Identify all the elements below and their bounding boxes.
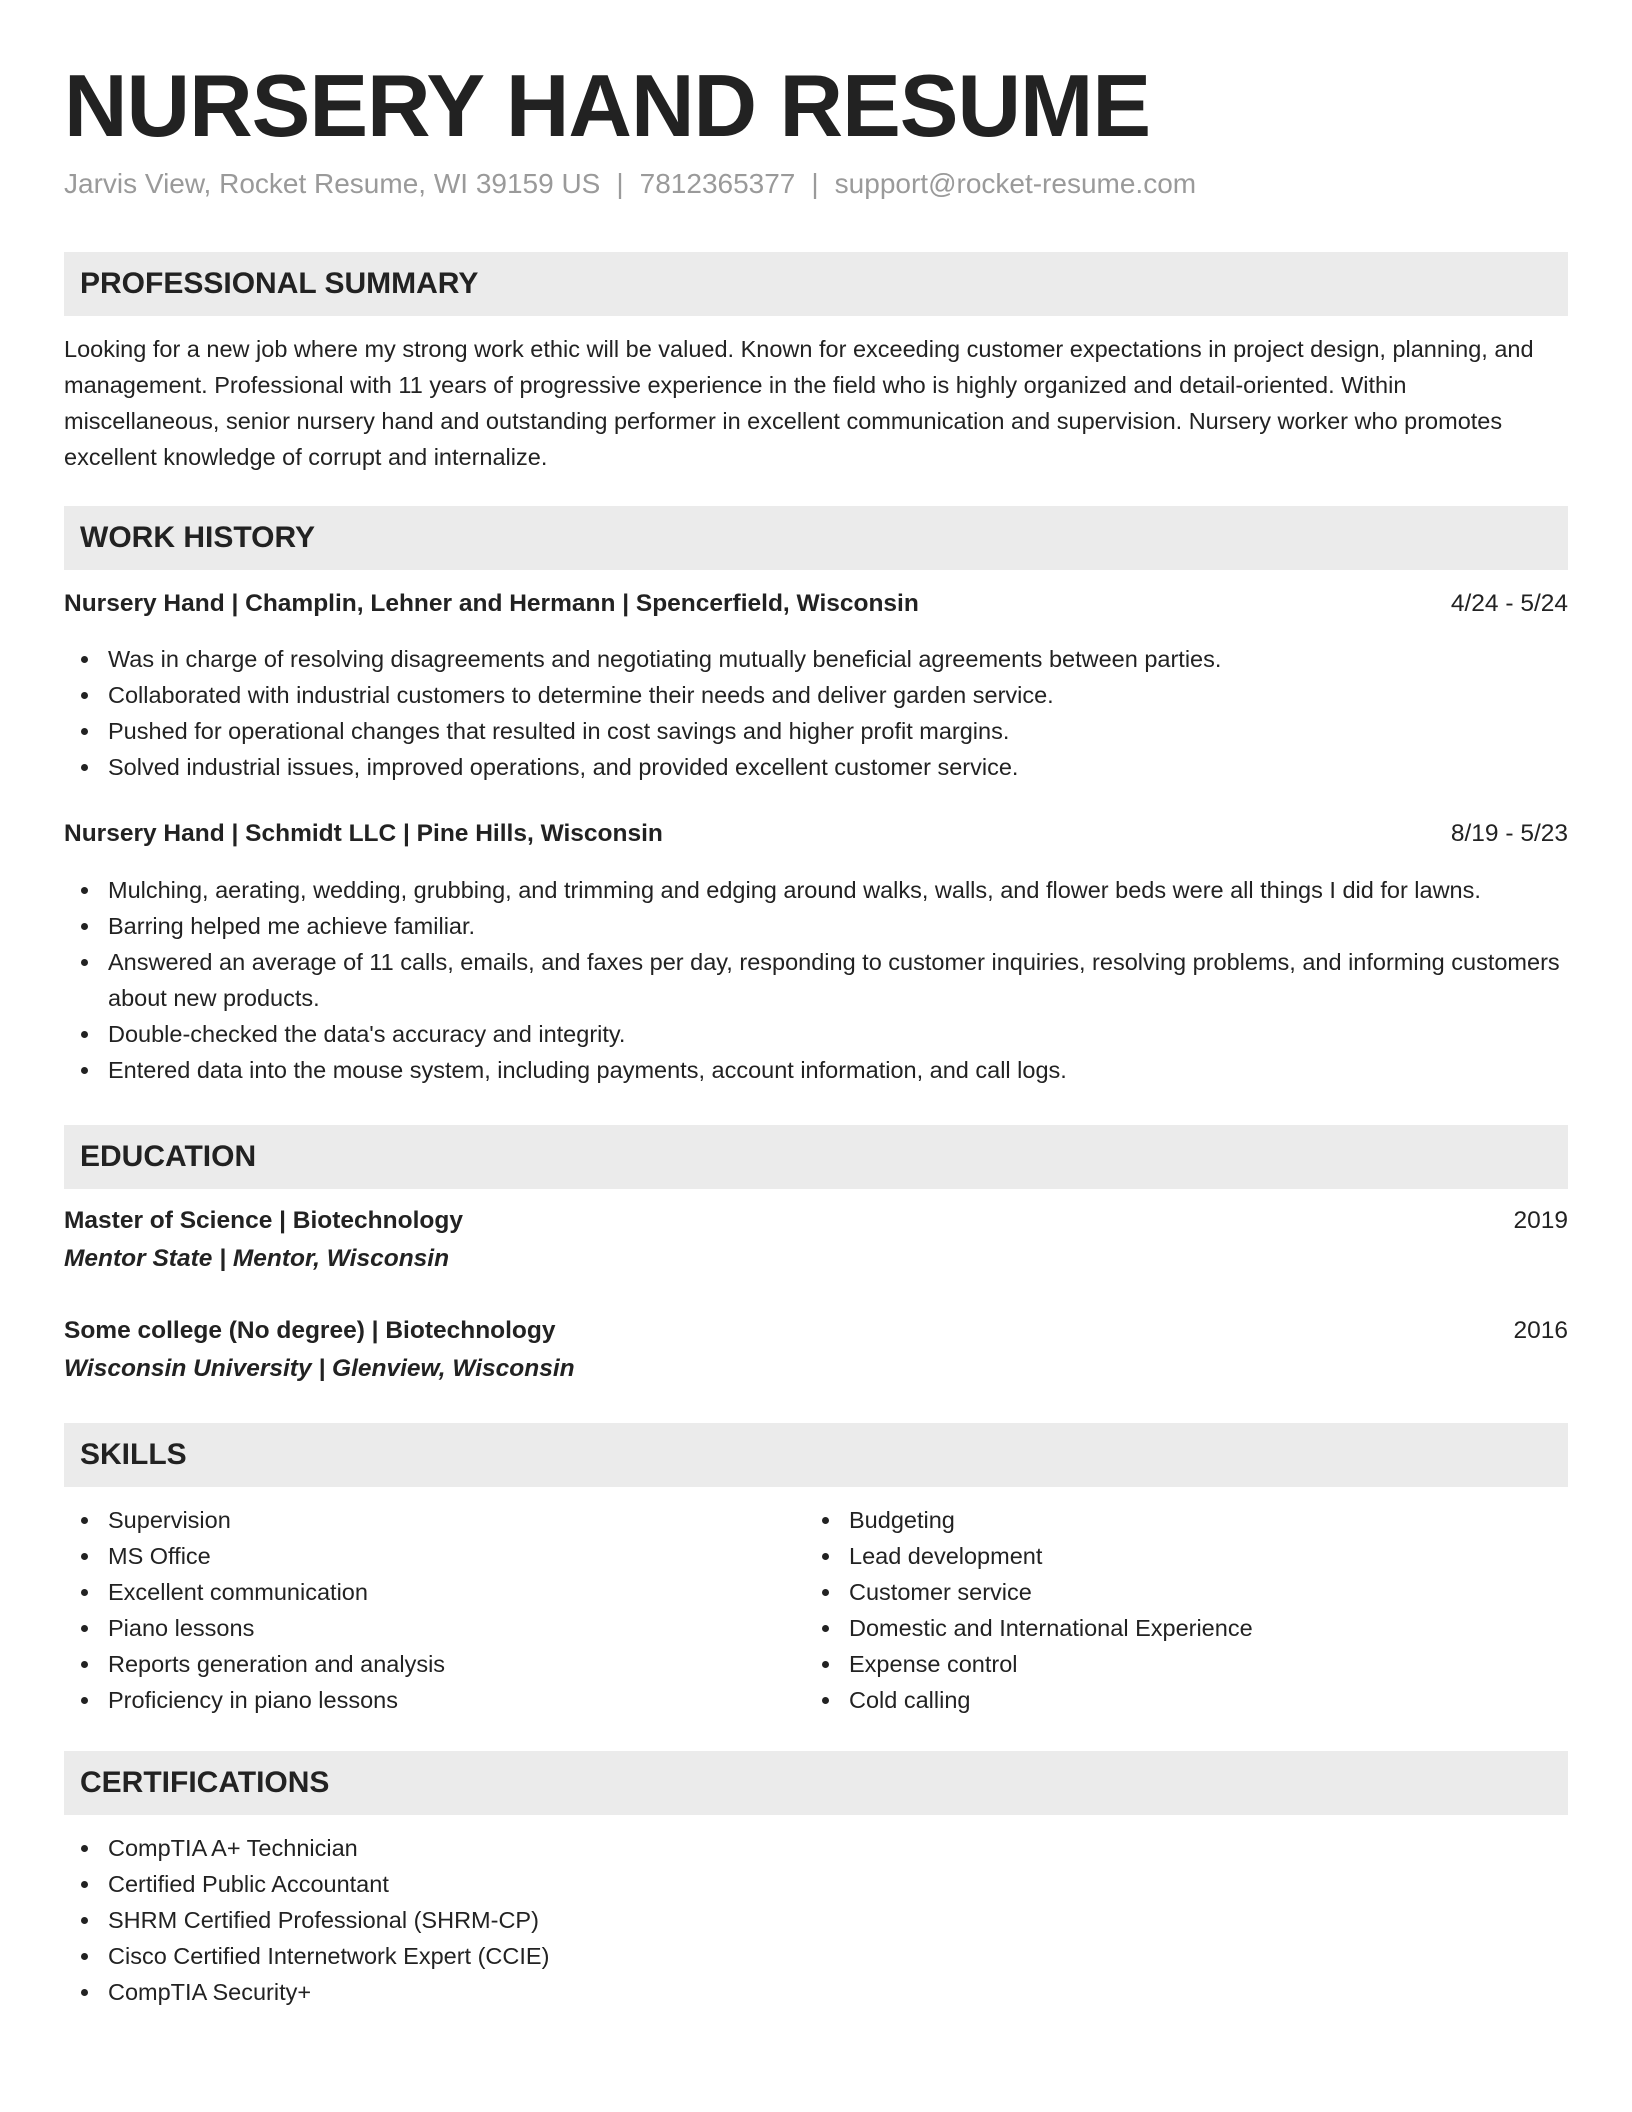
list-item: CompTIA Security+ [64, 1974, 1568, 2010]
job-header [64, 816, 1568, 852]
list-item: Barring helped me achieve familiar. [64, 908, 1568, 944]
education-header [64, 1313, 1568, 1349]
job-title-line: Nursery Hand | Schmidt LLC | Pine Hills, Wisconsin [64, 820, 663, 847]
list-item: Customer service [805, 1574, 1545, 1610]
education-degree: Master of Science | Biotechnology [64, 1207, 463, 1234]
list-item: Reports generation and analysis [64, 1646, 804, 1682]
contact-email: support@rocket-resume.com [834, 168, 1197, 199]
list-item: Domestic and International Experience [805, 1610, 1545, 1646]
job-header [64, 586, 1568, 622]
contact-separator: | [616, 168, 624, 199]
list-item: Supervision [64, 1502, 804, 1538]
section-heading-summary: PROFESSIONAL SUMMARY [64, 252, 1568, 316]
list-item: SHRM Certified Professional (SHRM-CP) [64, 1902, 1568, 1938]
contact-phone: 7812365377 [639, 168, 796, 199]
education-degree: Some college (No degree) | Biotechnology [64, 1317, 556, 1344]
list-item: Answered an average of 11 calls, emails, and faxes per day, responding to customer inquiries, resolving problems, and informing customers about new products. [64, 944, 1568, 1016]
job-title-line: Nursery Hand | Champlin, Lehner and Hermann | Spencerfield, Wisconsin [64, 590, 919, 617]
education-school: Mentor State | Mentor, Wisconsin [64, 1245, 450, 1272]
education-year: 2016 [1513, 1317, 1568, 1344]
resume-title: NURSERY HAND RESUME [64, 56, 1151, 155]
education-school: Wisconsin University | Glenview, Wisconsin [64, 1355, 575, 1382]
list-item: Proficiency in piano lessons [64, 1682, 804, 1718]
list-item: Solved industrial issues, improved operations, and provided excellent customer service. [64, 749, 1568, 785]
list-item: CompTIA A+ Technician [64, 1830, 1568, 1866]
list-item: Cisco Certified Internetwork Expert (CCIE) [64, 1938, 1568, 1974]
list-item: Lead development [805, 1538, 1545, 1574]
contact-line [64, 166, 1196, 202]
list-item: Excellent communication [64, 1574, 804, 1610]
education-header [64, 1203, 1568, 1239]
job-dates: 4/24 - 5/24 [1450, 590, 1568, 617]
job-bullets [64, 872, 1568, 1088]
section-heading-education: EDUCATION [64, 1125, 1568, 1189]
certifications-list [64, 1830, 1568, 2010]
skills-list-right [805, 1502, 1545, 1718]
list-item: Was in charge of resolving disagreements and negotiating mutually beneficial agreements between parties. [64, 641, 1568, 677]
job-bullets [64, 641, 1568, 785]
section-heading-work-history: WORK HISTORY [64, 506, 1568, 570]
summary-text: Looking for a new job where my strong work ethic will be valued. Known for exceeding customer expectations in project design, planning, and management. Professional with 11 years of progressive experience in the field who is highly organized and detail-oriented. Within miscellaneous, senior nursery hand and outstanding performer in excellent communication and supervision. Nursery worker who promotes excellent knowledge of corrupt and internalize. [64, 336, 1534, 470]
list-item: Entered data into the mouse system, including payments, account information, and call logs. [64, 1052, 1568, 1088]
section-heading-skills: SKILLS [64, 1423, 1568, 1487]
list-item: Collaborated with industrial customers to determine their needs and deliver garden service. [64, 677, 1568, 713]
skills-list-left [64, 1502, 804, 1718]
list-item: Pushed for operational changes that resulted in cost savings and higher profit margins. [64, 713, 1568, 749]
education-year: 2019 [1513, 1207, 1568, 1234]
section-heading-certifications: CERTIFICATIONS [64, 1751, 1568, 1815]
list-item: Expense control [805, 1646, 1545, 1682]
list-item: Budgeting [805, 1502, 1545, 1538]
list-item: Cold calling [805, 1682, 1545, 1718]
list-item: Certified Public Accountant [64, 1866, 1568, 1902]
list-item: MS Office [64, 1538, 804, 1574]
job-dates: 8/19 - 5/23 [1450, 820, 1568, 847]
contact-separator: | [811, 168, 819, 199]
list-item: Double-checked the data's accuracy and integrity. [64, 1016, 1568, 1052]
list-item: Mulching, aerating, wedding, grubbing, and trimming and edging around walks, walls, and flower beds were all things I did for lawns. [64, 872, 1568, 908]
list-item: Piano lessons [64, 1610, 804, 1646]
contact-address: Jarvis View, Rocket Resume, WI 39159 US [64, 168, 601, 199]
